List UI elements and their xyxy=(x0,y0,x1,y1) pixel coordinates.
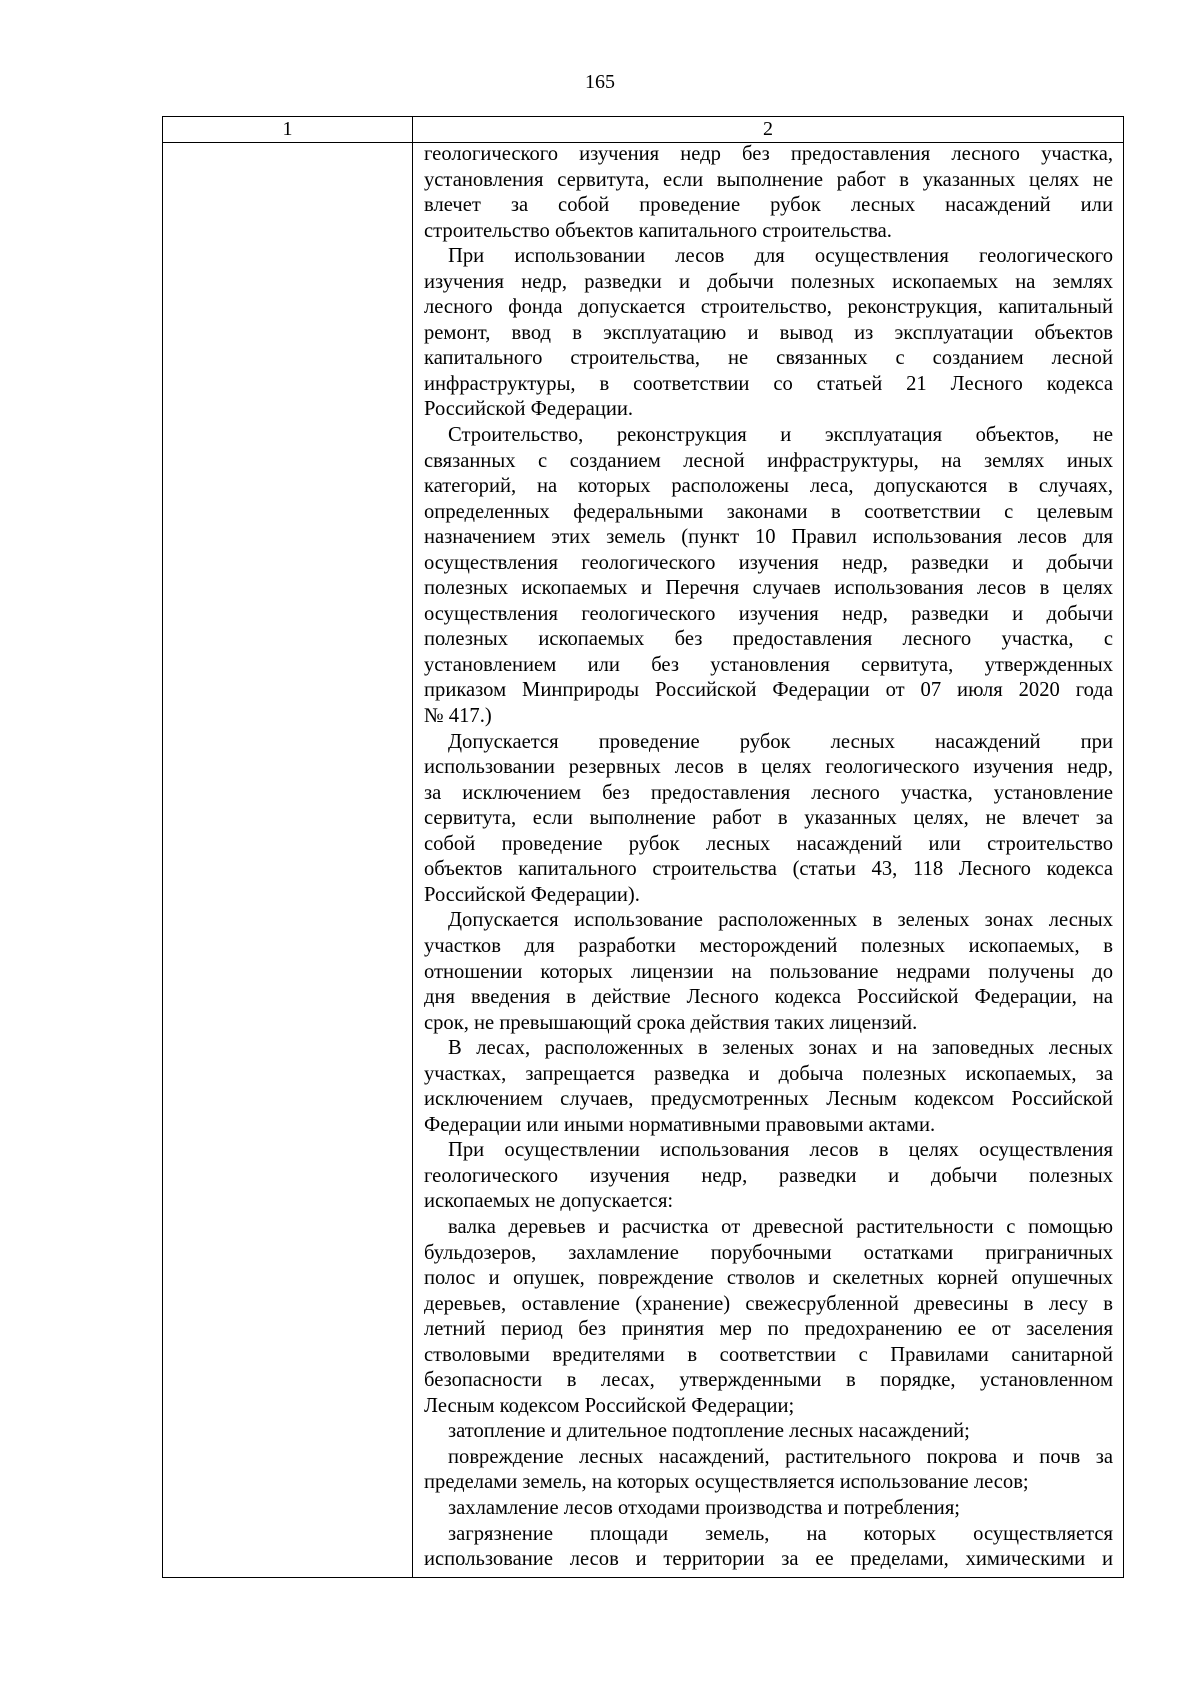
text-line: Российской Федерации. xyxy=(424,398,634,421)
column-1-header: 1 xyxy=(282,118,293,140)
text-line: связанных с созданием лесной инфраструктуры, на землях иных xyxy=(424,449,1113,472)
column-2-header: 2 xyxy=(763,118,773,140)
text-line: стволовыми вредителями в соответствии с Правилами санитарной xyxy=(424,1343,1113,1366)
text-line: за исключением без предоставления лесного участка, установление xyxy=(424,781,1113,804)
text-line: геологического изучения недр без предоставления лесного участка, xyxy=(424,143,1113,165)
text-line: бульдозеров, захламление порубочными остатками приграничных xyxy=(424,1241,1113,1264)
text-line: приказом Минприроды Российской Федерации от 07 июля 2020 года xyxy=(424,679,1113,702)
text-line: исключением случаев, предусмотренных Лесным кодексом Российской xyxy=(424,1088,1113,1111)
text-line: капитального строительства, не связанных с созданием лесной xyxy=(424,347,1113,370)
text-line: захламление лесов отходами производства и потребления; xyxy=(448,1496,961,1519)
text-line: осуществления геологического изучения недр, разведки и добычи xyxy=(424,602,1113,625)
text-line: полос и опушек, повреждение стволов и скелетных корней опушечных xyxy=(424,1267,1113,1290)
text-line: деревьев, оставление (хранение) свежесрубленной древесины в лесу в xyxy=(424,1292,1113,1315)
text-line: дня введения в действие Лесного кодекса Российской Федерации, на xyxy=(424,986,1113,1009)
text-line: объектов капитального строительства (статьи 43, 118 Лесного кодекса xyxy=(424,858,1113,881)
text-line: установления сервитута, если выполнение работ в указанных целях не xyxy=(424,168,1113,191)
text-line: При осуществлении использования лесов в целях осуществления xyxy=(448,1139,1113,1162)
text-line: Лесным кодексом Российской Федерации; xyxy=(424,1394,795,1417)
text-line: срок, не превышающий срока действия таких лицензий. xyxy=(424,1011,918,1034)
text-line: полезных ископаемых без предоставления лесного участка, с xyxy=(424,628,1113,651)
text-line: повреждение лесных насаждений, растительного покрова и почв за xyxy=(448,1445,1113,1468)
text-line: собой проведение рубок лесных насаждений или строительство xyxy=(424,832,1113,855)
text-line: Допускается проведение рубок лесных насаждений при xyxy=(448,730,1113,753)
text-line: пределами земель, на которых осуществляется использование лесов; xyxy=(424,1471,1029,1494)
text-line: Федерации или иными нормативными правовыми актами. xyxy=(424,1113,936,1136)
text-line: При использовании лесов для осуществления геологического xyxy=(448,245,1113,268)
text-line: определенных федеральными законами в соответствии с целевым xyxy=(424,500,1113,523)
text-line: геологического изучения недр, разведки и добычи полезных xyxy=(424,1164,1113,1187)
text-line: Строительство, реконструкция и эксплуатация объектов, не xyxy=(448,424,1113,447)
text-line: использование лесов и территории за ее пределами, химическими и xyxy=(424,1548,1113,1571)
text-line: категорий, на которых расположены леса, допускаются в случаях, xyxy=(424,475,1113,498)
text-line: № 417.) xyxy=(424,705,492,728)
page-number: 165 xyxy=(585,71,615,93)
text-line: участков для разработки месторождений полезных ископаемых, в xyxy=(424,934,1113,957)
text-line: инфраструктуры, в соответствии со статьей 21 Лесного кодекса xyxy=(424,372,1113,395)
text-line: изучения недр, разведки и добычи полезных ископаемых на землях xyxy=(424,270,1113,293)
text-line: загрязнение площади земель, на которых осуществляется xyxy=(448,1522,1113,1545)
text-line: строительство объектов капитального строительства. xyxy=(424,219,892,242)
text-line: установлением или без установления сервитута, утвержденных xyxy=(424,653,1113,676)
text-line: ремонт, ввод в эксплуатацию и вывод из эксплуатации объектов xyxy=(424,321,1113,344)
text-line: ископаемых не допускается: xyxy=(424,1190,674,1213)
text-line: использовании резервных лесов в целях геологического изучения недр, xyxy=(424,756,1113,779)
text-line: Допускается использование расположенных в зеленых зонах лесных xyxy=(448,909,1113,932)
text-line: валка деревьев и расчистка от древесной растительности с помощью xyxy=(448,1215,1113,1238)
text-line: безопасности в лесах, утвержденными в порядке, установленном xyxy=(424,1369,1113,1392)
text-line: влечет за собой проведение рубок лесных насаждений или xyxy=(424,194,1113,217)
text-line: сервитута, если выполнение работ в указанных целях, не влечет за xyxy=(424,807,1113,830)
text-line: осуществления геологического изучения недр, разведки и добычи xyxy=(424,551,1113,574)
text-line: затопление и длительное подтопление лесных насаждений; xyxy=(448,1420,970,1443)
column-divider xyxy=(412,117,413,1577)
text-line: назначением этих земель (пункт 10 Правил использования лесов для xyxy=(424,526,1113,549)
text-line: отношении которых лицензии на пользование недрами получены до xyxy=(424,960,1113,983)
text-line: участках, запрещается разведка и добыча полезных ископаемых, за xyxy=(424,1062,1113,1085)
text-line: Российской Федерации). xyxy=(424,883,640,906)
column-2-body xyxy=(424,142,1113,1573)
text-line: лесного фонда допускается строительство, реконструкция, капитальный xyxy=(424,296,1113,319)
text-line: В лесах, расположенных в зеленых зонах и на заповедных лесных xyxy=(448,1037,1113,1060)
text-line: полезных ископаемых и Перечня случаев использования лесов в целях xyxy=(424,577,1113,600)
text-line: летний период без принятия мер по предохранению ее от заселения xyxy=(424,1318,1113,1341)
